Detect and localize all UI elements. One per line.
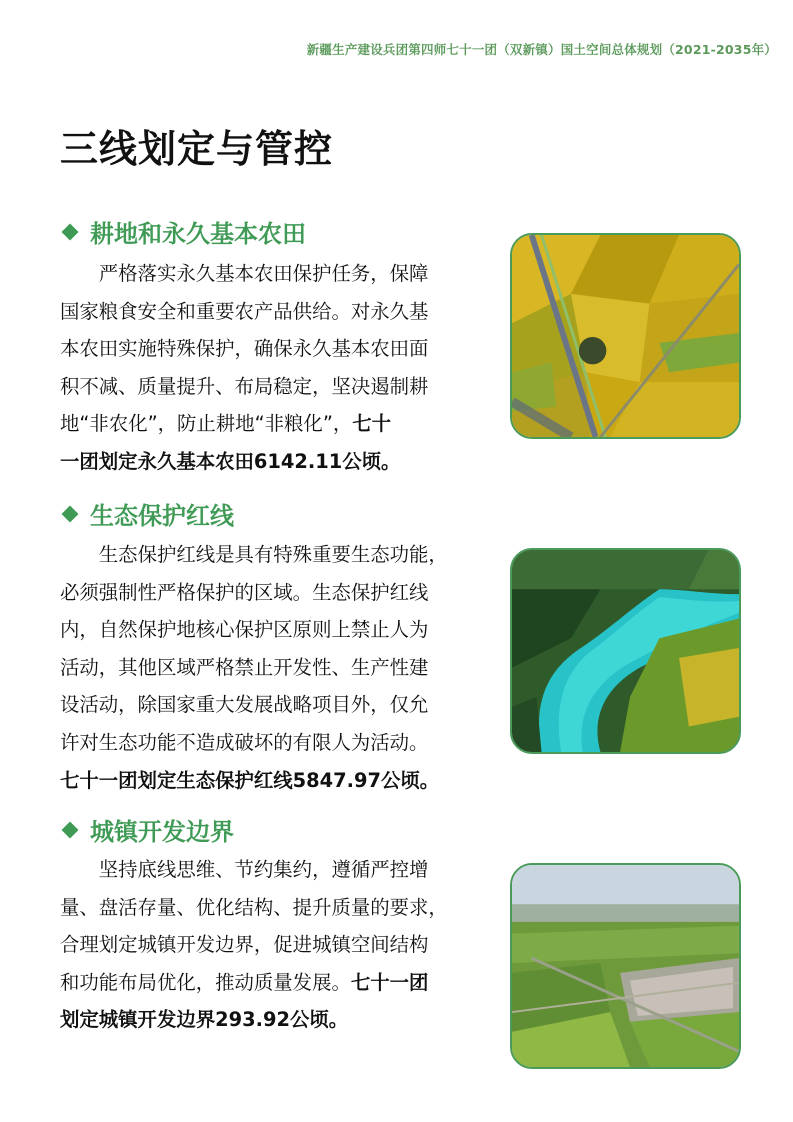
page-title: 三线划定与管控 [60,127,334,171]
paragraph-line: 活动，其他区域严格禁止开发性、生产性建 [60,655,429,679]
diamond-bullet-icon [62,821,79,838]
paragraph-line: 合理划定城镇开发边界，促进城镇空间结构 [60,933,429,957]
paragraph-line: 坚持底线思维、节约集约，遵循严控增 [60,858,429,881]
paragraph-line: 设活动，除国家重大发展战略项目外，仅允 [60,693,429,717]
paragraph-line [60,964,480,1002]
section-heading-text: 城镇开发边界 [90,818,234,846]
paragraph-line: 生态保护红线是具有特殊重要生态功能， [60,543,448,566]
paragraph-text: 地“非农化”，防止耕地“非粮化”， [60,412,353,436]
highlight-text: 七十一团 [350,970,429,994]
section-paragraph-farmland [60,255,480,481]
section-heading-eco-redline [60,496,234,531]
river-forest-photo [510,548,741,754]
highlight-text: 七十 [352,412,392,436]
paragraph-line: 许对生态功能不造成破坏的有限人为活动。 [60,730,429,754]
town-aerial-photo [510,863,741,1069]
diamond-bullet-icon [62,223,79,240]
highlight-line: 划定城镇开发边界293.92公顷。 [60,1008,349,1032]
paragraph-line: 积不减、质量提升、布局稳定，坚决遏制耕 [60,374,429,398]
section-heading-urban-boundary [60,812,234,847]
farmland-aerial-photo [510,233,741,439]
paragraph-text: 和功能布局优化，推动质量发展。 [60,970,351,994]
paragraph-line [60,405,480,443]
paragraph-line: 本农田实施特殊保护，确保永久基本农田面 [60,337,429,361]
section-paragraph-eco-redline [60,536,480,799]
document-header: 新疆生产建设兵团第四师七十一团（双新镇）国土空间总体规划（2021-2035年） [306,42,777,57]
highlight-line: 七十一团划定生态保护红线5847.97公顷。 [60,768,440,792]
section-heading-text: 生态保护红线 [90,502,234,530]
section-heading-farmland [60,214,306,249]
paragraph-line: 内，自然保护地核心保护区原则上禁止人为 [60,618,429,642]
paragraph-line: 量、盘活存量、优化结构、提升质量的要求， [60,895,448,919]
section-heading-text: 耕地和永久基本农田 [90,220,306,248]
paragraph-line: 必须强制性严格保护的区域。生态保护红线 [60,580,429,604]
diamond-bullet-icon [62,505,79,522]
highlight-line: 一团划定永久基本农田6142.11公顷。 [60,449,401,473]
paragraph-line: 严格落实永久基本农田保护任务，保障 [60,262,429,285]
section-paragraph-urban-boundary [60,851,480,1039]
paragraph-line: 国家粮食安全和重要农产品供给。对永久基 [60,299,429,323]
